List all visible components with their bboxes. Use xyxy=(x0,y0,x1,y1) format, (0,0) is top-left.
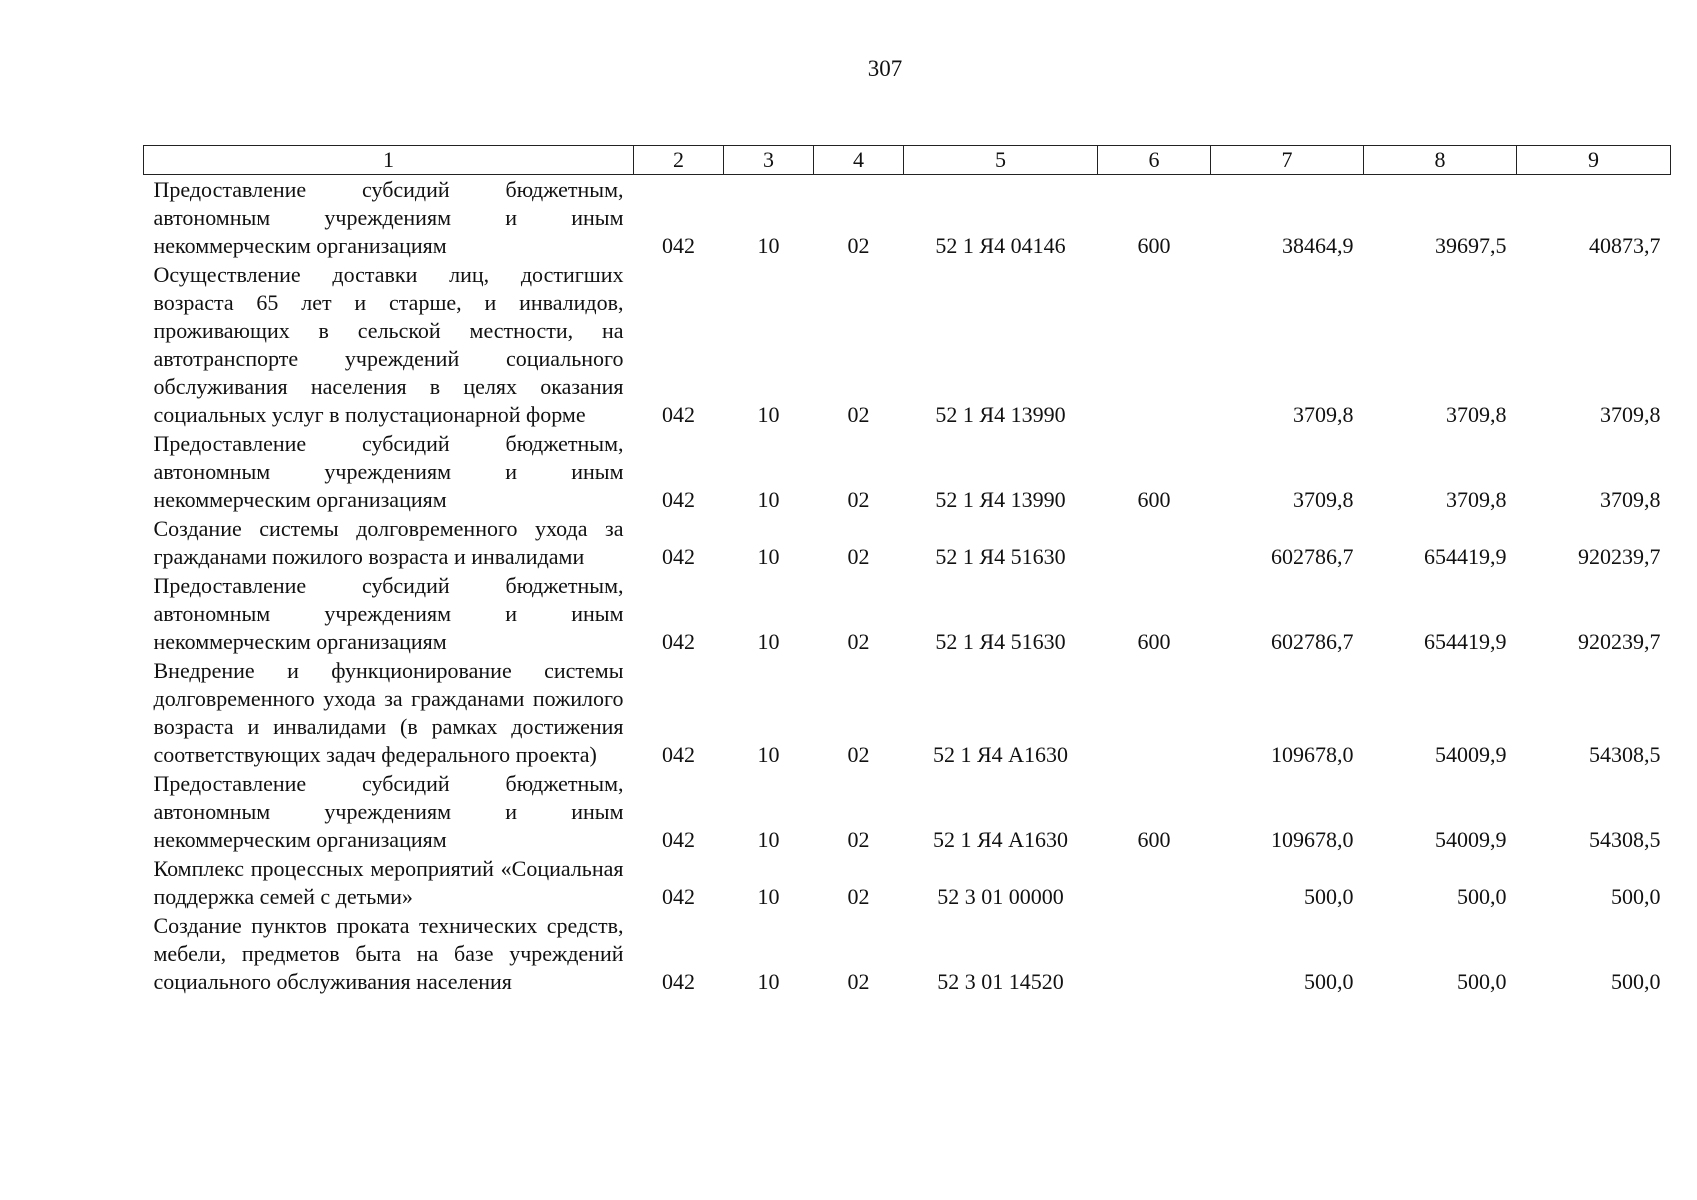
row-col-3: 10 xyxy=(757,487,780,512)
row-col-6 xyxy=(1098,656,1211,769)
table-row xyxy=(144,571,1671,656)
row-col-4: 02 xyxy=(847,827,870,852)
row-col-5: 52 1 Я4 04146 xyxy=(935,233,1066,258)
row-col-2: 042 xyxy=(662,884,695,909)
header-col-8: 8 xyxy=(1364,146,1517,175)
row-col-8: 654419,9 xyxy=(1424,629,1507,654)
row-col-8: 54009,9 xyxy=(1435,742,1507,767)
row-col-6 xyxy=(1098,514,1211,571)
row-col-7: 38464,9 xyxy=(1282,233,1354,258)
row-col-5: 52 1 Я4 51630 xyxy=(935,544,1066,569)
row-col-8: 500,0 xyxy=(1457,884,1507,909)
budget-table xyxy=(143,145,1671,996)
row-col-4: 02 xyxy=(847,544,870,569)
row-col-8: 3709,8 xyxy=(1446,402,1507,427)
row-col-5: 52 1 Я4 13990 xyxy=(935,487,1066,512)
row-name: Предоставление субсидий бюджетным, автономным учреждениям и иным некоммерческим организациям xyxy=(153,177,624,258)
row-col-7: 602786,7 xyxy=(1271,544,1354,569)
row-col-7: 602786,7 xyxy=(1271,629,1354,654)
row-col-9: 920239,7 xyxy=(1578,629,1661,654)
table-row xyxy=(144,854,1671,911)
header-row xyxy=(144,146,1671,175)
header-col-1: 1 xyxy=(144,146,634,175)
row-col-9: 3709,8 xyxy=(1600,402,1661,427)
row-col-7: 109678,0 xyxy=(1271,742,1354,767)
header-col-5: 5 xyxy=(904,146,1098,175)
row-col-3: 10 xyxy=(757,233,780,258)
table-row xyxy=(144,769,1671,854)
row-col-4: 02 xyxy=(847,969,870,994)
row-col-2: 042 xyxy=(662,233,695,258)
row-col-5: 52 3 01 00000 xyxy=(937,884,1064,909)
header-col-7: 7 xyxy=(1211,146,1364,175)
row-col-8: 39697,5 xyxy=(1435,233,1507,258)
row-col-6: 600 xyxy=(1137,487,1171,512)
header-col-9: 9 xyxy=(1517,146,1671,175)
row-col-2: 042 xyxy=(662,969,695,994)
row-col-6: 600 xyxy=(1137,233,1171,258)
row-name: Осуществление доставки лиц, достигших возраста 65 лет и старше, и инвалидов, проживающих в сельской местности, на автотранспорте учреждений социального обслуживания населения в целях оказания социальных услуг в полустационарной форме xyxy=(153,262,624,427)
row-col-6 xyxy=(1098,260,1211,429)
row-col-5: 52 1 Я4 А1630 xyxy=(932,827,1069,852)
row-col-9: 3709,8 xyxy=(1600,487,1661,512)
row-col-4: 02 xyxy=(847,402,870,427)
row-col-2: 042 xyxy=(662,402,695,427)
row-col-7: 500,0 xyxy=(1304,884,1354,909)
row-col-3: 10 xyxy=(757,742,780,767)
row-col-2: 042 xyxy=(662,487,695,512)
table-header xyxy=(144,146,1671,175)
row-col-9: 500,0 xyxy=(1611,884,1661,909)
row-name: Внедрение и функционирование системы долговременного ухода за гражданами пожилого возраста и инвалидами (в рамках достижения соответствующих задач федерального проекта) xyxy=(153,658,624,767)
row-col-3: 10 xyxy=(757,827,780,852)
row-col-2: 042 xyxy=(662,544,695,569)
row-col-3: 10 xyxy=(757,629,780,654)
row-col-5: 52 1 Я4 51630 xyxy=(935,629,1066,654)
row-col-2: 042 xyxy=(662,742,695,767)
page-number: 307 xyxy=(867,56,903,81)
row-col-4: 02 xyxy=(847,884,870,909)
row-col-8: 54009,9 xyxy=(1435,827,1507,852)
table-row xyxy=(144,175,1671,261)
row-col-7: 3709,8 xyxy=(1293,487,1354,512)
row-name: Создание системы долговременного ухода за гражданами пожилого возраста и инвалидами xyxy=(153,516,624,569)
row-col-7: 109678,0 xyxy=(1271,827,1354,852)
table-row xyxy=(144,514,1671,571)
row-col-7: 500,0 xyxy=(1304,969,1354,994)
table-row xyxy=(144,911,1671,996)
row-col-3: 10 xyxy=(757,402,780,427)
row-col-2: 042 xyxy=(662,827,695,852)
row-col-6: 600 xyxy=(1137,827,1171,852)
header-col-6: 6 xyxy=(1098,146,1211,175)
row-col-4: 02 xyxy=(847,629,870,654)
header-col-2: 2 xyxy=(634,146,724,175)
row-col-6 xyxy=(1098,854,1211,911)
row-col-9: 40873,7 xyxy=(1589,233,1661,258)
row-col-9: 54308,5 xyxy=(1589,742,1661,767)
row-col-4: 02 xyxy=(847,487,870,512)
row-col-5: 52 3 01 14520 xyxy=(937,969,1064,994)
table-row xyxy=(144,260,1671,429)
row-col-6 xyxy=(1098,911,1211,996)
row-col-8: 654419,9 xyxy=(1424,544,1507,569)
row-col-9: 920239,7 xyxy=(1578,544,1661,569)
row-col-7: 3709,8 xyxy=(1293,402,1354,427)
row-name: Комплекс процессных мероприятий «Социальная поддержка семей с детьми» xyxy=(153,856,624,909)
table-row xyxy=(144,656,1671,769)
row-col-4: 02 xyxy=(847,233,870,258)
row-col-8: 500,0 xyxy=(1457,969,1507,994)
table-row xyxy=(144,429,1671,514)
row-col-9: 500,0 xyxy=(1611,969,1661,994)
row-col-3: 10 xyxy=(757,969,780,994)
row-col-4: 02 xyxy=(847,742,870,767)
row-col-5: 52 1 Я4 А1630 xyxy=(932,742,1069,767)
row-name: Предоставление субсидий бюджетным, автономным учреждениям и иным некоммерческим организациям xyxy=(153,771,624,852)
row-name: Создание пунктов проката технических средств, мебели, предметов быта на базе учреждений социального обслуживания населения xyxy=(153,913,624,994)
row-col-5: 52 1 Я4 13990 xyxy=(935,402,1066,427)
row-name: Предоставление субсидий бюджетным, автономным учреждениям и иным некоммерческим организациям xyxy=(153,573,624,654)
row-col-6: 600 xyxy=(1137,629,1171,654)
header-col-3: 3 xyxy=(724,146,814,175)
row-col-3: 10 xyxy=(757,884,780,909)
row-col-2: 042 xyxy=(662,629,695,654)
header-col-4: 4 xyxy=(814,146,904,175)
table-body xyxy=(144,175,1671,997)
row-col-3: 10 xyxy=(757,544,780,569)
row-col-9: 54308,5 xyxy=(1589,827,1661,852)
row-name: Предоставление субсидий бюджетным, автономным учреждениям и иным некоммерческим организациям xyxy=(153,431,624,512)
row-col-8: 3709,8 xyxy=(1446,487,1507,512)
